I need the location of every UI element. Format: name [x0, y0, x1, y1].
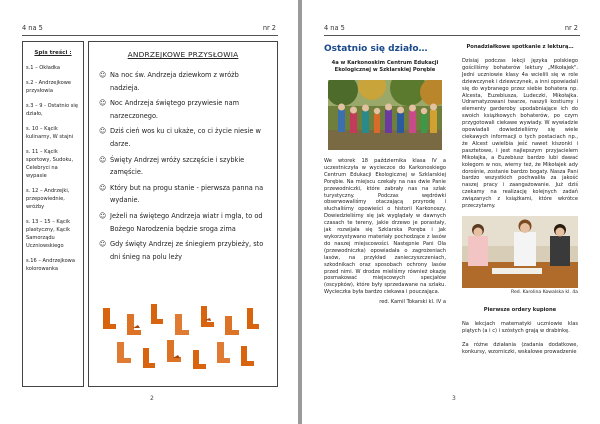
proverbs-title: ANDRZEJKOWE PRZYSŁOWIA	[127, 50, 239, 59]
proverbs-box	[88, 41, 278, 387]
right-page	[302, 0, 600, 424]
proverb-text: Noc Andrzeja świętego przywiesie nam narzeczonego.	[110, 99, 240, 120]
classroom-photo	[462, 216, 578, 288]
proverb-item	[99, 154, 267, 179]
proverb-item	[99, 97, 267, 122]
smiley-icon: ☺	[99, 127, 107, 136]
proverb-text: Jeżeli na świętego Andrzeja wiatr i mgła, to od Bożego Narodzenia będzie sroga zima	[110, 211, 263, 233]
newsletter-name: 4 na 5	[324, 24, 345, 32]
smiley-icon: ☺	[99, 99, 107, 108]
article-body: We wtorek 18 października klasa IV a uczestniczyła w wycieczce do Karkonoskiego Centrum Edukacji Ekologicznej w Szklarskiej Porębie. Na miejscu czekały na nas dwie Panie przewodniczki, które zabrały nas na szlak turystyczny. Podczas wędrówki obserwowaliśmy otaczającą przyrodę i słuchaliśmy opowieści o historii Karkonoszy. Dowiedzieliśmy się jak wyglądały w dawnych czasach te tereny, jakie drzewo je porastały, jak rozwijała się Szklarska Poręba i jak wykorzystywano materiały pochodzące z lasów do naszej miejscowości. Następnie Pani Ola (przewodniczka) opowiadała o zagrożeniach lasów, na przykład zanieczyszczeniach, szkodnikach oraz sposobach ochrony lasów przed nimi. W drodze mieliśmy również okazję posmakować miejscowych specjałów (oscypków), które były sprzedawane na szlaku. Wycieczka była bardzo ciekawa i pouczająca.	[324, 158, 446, 296]
proverb-text: Na noc św. Andrzeja dziewkom z wróżb nadzieja.	[110, 71, 239, 92]
proverb-text: Który but na progu stanie - pierwsza panna na wydanie.	[110, 183, 264, 205]
smiley-icon: ☺	[99, 240, 107, 249]
photo-caption: Red. Karolina Kowalska kl. 4a	[510, 289, 578, 295]
proverb-text: Święty Andrzej wróży szczęście i szybkie zamęście.	[110, 155, 245, 177]
toc-item: s. 11 – Kącik sportowy, Sudoku, Celebryci na wypasie	[26, 149, 74, 179]
toc-title: Spis treści :	[34, 50, 72, 56]
proverb-item	[99, 238, 267, 263]
toc-item: s. 12 – Andrzejki, przepowiednie, wróżby	[26, 188, 70, 210]
toc-item: s. 13 – 15 – Kącik plastyczny, Kącik Samorządu Uczniowskiego	[26, 219, 71, 249]
article-title: Ostatnio się działo…	[324, 44, 428, 54]
toc-item: s.16 – Andrzejkowa kolorowanka	[26, 258, 75, 272]
toc-item: s.3 – 9 - Ostatnio się działo,	[26, 103, 78, 117]
smiley-icon: ☺	[99, 155, 107, 164]
issue-number: nr 2	[564, 24, 578, 32]
toc-item: s.2 - Andrzejkowe przysłowia	[26, 80, 72, 94]
article-signature: red. Kamil Tokarski kl. IV a	[379, 299, 446, 306]
issue-number: nr 2	[262, 24, 276, 32]
page-number: 3	[452, 395, 456, 402]
article-body: Dzisiaj podczas lekcji języka polskiego gościliśmy bohaterów lektury „Mikołajek". Jedni uczniowie klasy 4a wcielili się w role dziewczynek i dziewczynek, a inni opowiadali się do wybranego przez siebie bohatera np. Alcesta, Euzebiusza, Ludeczki, Mikołajka. Udramatyzowani twarze, naszyli kostiumy i elementy garderoby upodabniające ich do swoich książkowych bohaterów, po czym przygotowali ciekawe wywiady. W wywiadzie opowiadali dowiedzieliśmy się wiele ciekawych informacji o tych postaciach np., że Alcest uwielbia jeść nawet kiszonki i pasztetowe, i jest najlepszym przyjacielem Mikołajka, a Euzebiusz bardzo lubi dawać kolegom w nos, wierny też, że Mikołajek ady dorośnie, zostanie bardzo bogaty. Nasza Pani bardzo wszystkich pochwaliła za jakość naszej pracy i zaangażowanie. Już dziś czekamy na realizację kolejnych zadań związanych z książkami, które wkrótce przeczytamy.	[462, 58, 578, 210]
newsletter-name: 4 na 5	[22, 24, 43, 32]
toc-item: s.1 – Okładka	[26, 65, 61, 71]
smiley-icon: ☺	[99, 183, 107, 192]
boot-icon	[103, 304, 259, 369]
table-of-contents	[22, 41, 84, 387]
article-subtitle: 4a w Karkonoskim Centrum Edukacji Ekologicznej w Szklarskiej Porębie	[331, 60, 439, 73]
toc-item: s. 10 – Kącik kulinarny, W stajni	[26, 126, 74, 140]
proverb-text: Dziś cień wos ku ci ukaże, co ci życie niesie w darze.	[110, 127, 261, 148]
article-trip	[324, 44, 446, 305]
left-page	[0, 0, 298, 424]
smiley-icon: ☺	[99, 211, 107, 220]
class-trip-photo	[328, 80, 442, 150]
smiley-icon: ☺	[99, 71, 107, 79]
proverb-item	[99, 125, 267, 150]
article-title: Pierwsze ordery kupione	[483, 306, 557, 313]
article-body: Na lekcjach matematyki uczniowie klas piątych (a i c) i szóstych grają w drabinkę. Za różne działania (zadania dodatkowe, konkursy, wzorniczki, wskalowe prowadzenie	[462, 320, 578, 355]
proverb-item	[99, 69, 267, 94]
page-number: 2	[150, 395, 154, 402]
proverb-item	[99, 182, 267, 207]
article-reading	[462, 44, 578, 355]
article-title: Ponadziałkowe spotkanie z lekturą…	[466, 44, 574, 50]
proverb-text: Gdy święty Andrzej ze śniegiem przybieży, sto dni śnieg na polu leży	[110, 240, 264, 261]
boots-illustration	[97, 300, 269, 374]
proverb-item	[99, 210, 267, 235]
header-divider	[324, 35, 580, 36]
header-divider	[22, 35, 278, 36]
